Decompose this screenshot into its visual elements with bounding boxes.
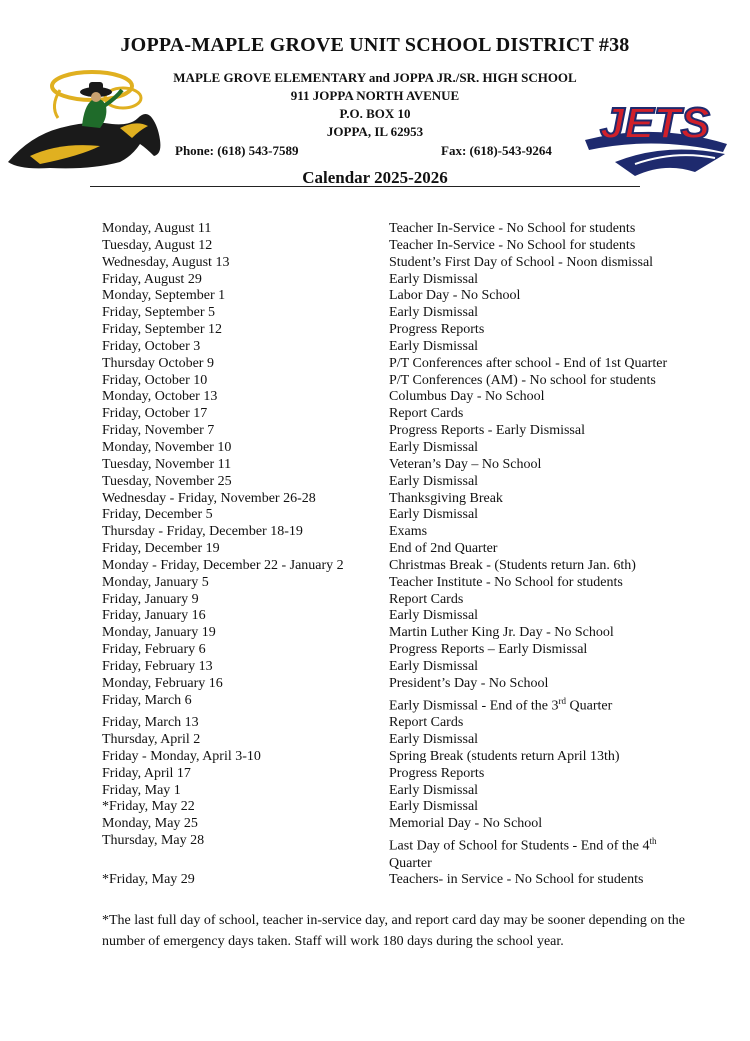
footnote: *The last full day of school, teacher in-service day, and report card day may be sooner depending on the number of emergency days taken. Staff will work 180 days during the school year.: [102, 913, 685, 949]
event-date: Thursday, April 2: [102, 731, 201, 747]
event-description: Early Dismissal: [389, 608, 479, 624]
event-date: Monday, October 13: [102, 389, 218, 405]
event-description: Report Cards: [389, 591, 464, 607]
event-description: End of 2nd Quarter: [389, 541, 498, 557]
event-row: [102, 575, 702, 592]
phone-number: Phone: (618) 543-7589: [175, 143, 299, 158]
event-row: [102, 558, 702, 575]
jets-logo-text: JETS: [599, 99, 711, 148]
events-list: [102, 221, 702, 889]
event-date: Thursday, May 28: [102, 833, 205, 849]
event-date: Friday, February 13: [102, 658, 213, 674]
event-date: Thursday - Friday, December 18-19: [102, 524, 303, 540]
event-date: Monday, August 11: [102, 221, 212, 236]
fax-number: Fax: (618)-543-9264: [441, 143, 552, 158]
event-date: Tuesday, August 12: [102, 237, 213, 253]
event-row: [102, 749, 702, 766]
event-date: Friday, October 3: [102, 338, 201, 354]
event-row: [102, 766, 702, 783]
event-description: Early Dismissal: [389, 658, 479, 674]
event-description: Columbus Day - No School: [389, 389, 545, 405]
event-description: President’s Day - No School: [389, 675, 549, 691]
event-row: [102, 322, 702, 339]
event-date: Friday, December 19: [102, 541, 220, 557]
event-description-text: Last Day of School for Students - End of the 4: [389, 838, 650, 854]
event-description: Teacher In-Service - No School for students: [389, 237, 636, 253]
event-description: Teachers- in Service - No School for students: [389, 872, 644, 888]
event-date: Wednesday, August 13: [102, 254, 230, 270]
event-description: Martin Luther King Jr. Day - No School: [389, 625, 614, 641]
event-row: [102, 872, 702, 889]
event-row: [102, 625, 702, 642]
event-row: [102, 642, 702, 659]
event-description: Labor Day - No School: [389, 288, 521, 304]
header-divider: [90, 186, 640, 187]
event-description: P/T Conferences (AM) - No school for students: [389, 372, 656, 388]
event-row: [102, 491, 702, 508]
event-date: Friday, April 17: [102, 765, 191, 781]
event-description: Early Dismissal: [389, 731, 479, 747]
event-date: *Friday, May 22: [102, 799, 195, 815]
event-description-tail: Quarter: [566, 698, 613, 714]
event-description: Progress Reports: [389, 322, 485, 338]
event-date: Monday, September 1: [102, 288, 226, 304]
event-description: Early Dismissal: [389, 473, 479, 489]
calendar-title: Calendar 2025-2026: [302, 168, 448, 187]
event-row: [102, 507, 702, 524]
event-description: Progress Reports - Early Dismissal: [389, 423, 585, 439]
event-row: [102, 693, 702, 716]
event-date: Friday, September 12: [102, 322, 223, 338]
event-description: Memorial Day - No School: [389, 816, 543, 832]
event-date: Monday, May 25: [102, 816, 198, 832]
event-row: [102, 816, 702, 833]
event-date: Monday - Friday, December 22 - January 2: [102, 557, 344, 573]
event-description: Exams: [389, 524, 428, 540]
event-date: Friday, December 5: [102, 507, 213, 523]
event-row: [102, 715, 702, 732]
event-description: [389, 693, 679, 716]
event-description: Teacher In-Service - No School for students: [389, 221, 636, 236]
event-date: Friday, September 5: [102, 305, 216, 321]
event-row: [102, 524, 702, 541]
event-row: [102, 221, 702, 238]
event-description: P/T Conferences after school - End of 1st Quarter: [389, 355, 668, 371]
event-date: Friday, January 9: [102, 591, 199, 607]
event-description: Report Cards: [389, 715, 464, 731]
event-date: Tuesday, November 11: [102, 456, 232, 472]
event-description: Early Dismissal: [389, 271, 479, 287]
event-description: Early Dismissal: [389, 782, 479, 798]
event-description: [389, 833, 679, 872]
event-date: Thursday October 9: [102, 355, 214, 371]
event-date: Wednesday - Friday, November 26-28: [102, 490, 316, 506]
event-row: [102, 440, 702, 457]
cowboy-lasso-horse-logo: [0, 66, 172, 172]
event-date: Friday, March 6: [102, 692, 192, 708]
event-date: Friday, August 29: [102, 271, 202, 287]
event-date: Monday, January 5: [102, 574, 209, 590]
event-row: [102, 272, 702, 289]
po-box: P.O. BOX 10: [339, 106, 411, 121]
event-description: Early Dismissal: [389, 338, 479, 354]
event-row: [102, 255, 702, 272]
event-description: Teacher Institute - No School for students: [389, 574, 623, 590]
event-description: Spring Break (students return April 13th): [389, 748, 620, 764]
event-date: Tuesday, November 25: [102, 473, 232, 489]
event-date: Friday, November 7: [102, 423, 215, 439]
event-date: Friday, March 13: [102, 715, 199, 731]
event-row: [102, 339, 702, 356]
event-row: [102, 288, 702, 305]
event-row: [102, 389, 702, 406]
event-description: Report Cards: [389, 406, 464, 422]
event-description-tail: Quarter: [389, 855, 432, 871]
event-description: Student’s First Day of School - Noon dismissal: [389, 254, 654, 270]
event-date: *Friday, May 29: [102, 872, 195, 888]
event-row: [102, 783, 702, 800]
event-row: [102, 659, 702, 676]
event-description: Early Dismissal: [389, 507, 479, 523]
event-row: [102, 676, 702, 693]
event-date: Friday, October 10: [102, 372, 208, 388]
event-date: Monday, November 10: [102, 439, 232, 455]
schools-line: MAPLE GROVE ELEMENTARY and JOPPA JR./SR. HIGH SCHOOL: [173, 70, 577, 85]
ordinal-suffix: rd: [558, 695, 567, 706]
event-row: [102, 406, 702, 423]
event-description: Veteran’s Day – No School: [389, 456, 542, 472]
event-row: [102, 833, 702, 872]
city-state-zip: JOPPA, IL 62953: [326, 124, 424, 139]
district-title: JOPPA-MAPLE GROVE UNIT SCHOOL DISTRICT #38: [120, 34, 630, 56]
event-date: Friday, January 16: [102, 608, 206, 624]
street-address: 911 JOPPA NORTH AVENUE: [290, 88, 460, 103]
event-row: [102, 373, 702, 390]
event-date: Friday, October 17: [102, 406, 208, 422]
event-description: Thanksgiving Break: [389, 490, 503, 506]
event-date: Monday, January 19: [102, 625, 216, 641]
event-description: Christmas Break - (Students return Jan. 6th): [389, 557, 636, 573]
event-row: [102, 592, 702, 609]
event-date: Friday - Monday, April 3-10: [102, 748, 261, 764]
event-row: [102, 305, 702, 322]
event-row: [102, 474, 702, 491]
event-row: [102, 799, 702, 816]
event-row: [102, 457, 702, 474]
event-date: Friday, February 6: [102, 642, 206, 658]
event-description: Progress Reports: [389, 765, 485, 781]
event-description: Progress Reports – Early Dismissal: [389, 642, 588, 658]
event-row: [102, 423, 702, 440]
event-date: Friday, May 1: [102, 782, 181, 798]
event-row: [102, 541, 702, 558]
event-description: Early Dismissal: [389, 439, 479, 455]
event-description-text: Early Dismissal - End of the 3: [389, 698, 559, 714]
event-row: [102, 356, 702, 373]
event-description: Early Dismissal: [389, 799, 479, 815]
event-date: Monday, February 16: [102, 675, 223, 691]
event-row: [102, 608, 702, 625]
event-description: Early Dismissal: [389, 305, 479, 321]
event-row: [102, 732, 702, 749]
event-row: [102, 238, 702, 255]
ordinal-suffix: th: [649, 836, 657, 847]
